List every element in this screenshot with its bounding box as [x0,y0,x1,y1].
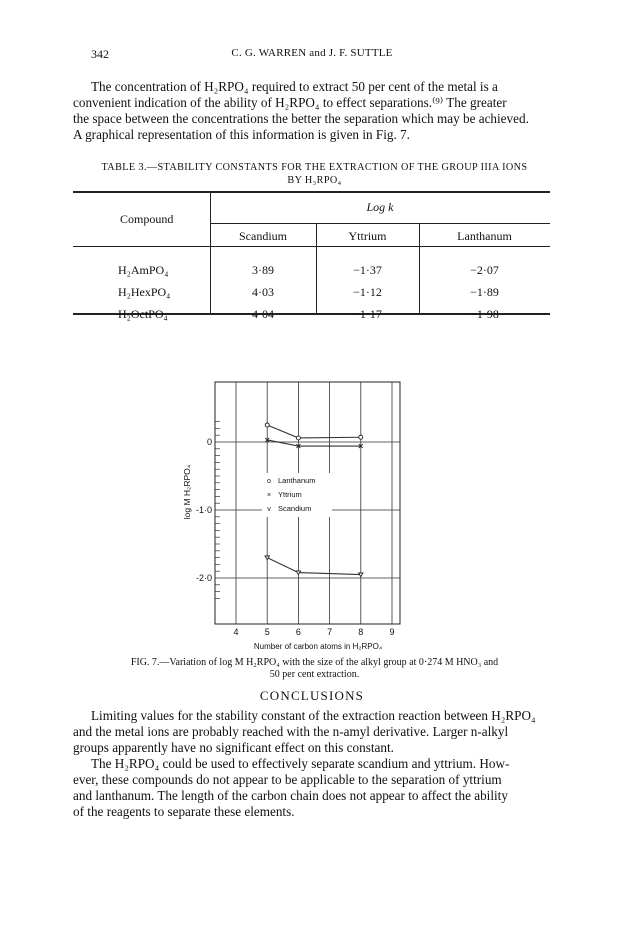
table-compound-cell: H₂OctPO₄ [118,307,168,321]
figure-caption [73,657,556,681]
x-tick-label: 5 [264,627,270,637]
conclusions-line: Limiting values for the stability constant of the extraction reaction between H₂RPO₄ [91,708,536,723]
chart-xlabel: Number of carbon atoms in H₂RPO₄ [253,642,383,651]
x-tick-label: 9 [389,627,395,637]
table-logk-header: Log k [366,200,394,214]
conclusions-paragraph-2 [73,756,556,820]
y-tick-label: -1·0 [195,505,212,515]
data-point-scandium [265,556,269,560]
table-col-header: Yttrium [348,229,387,243]
intro-line: A graphical representation of this information is given in Fig. 7. [73,127,410,142]
series-line-lanthanum [267,425,361,438]
conclusions-paragraph-1 [73,708,556,756]
series-line-scandium [267,558,361,575]
legend-label-scandium: Scandium [278,504,312,513]
table-col-header: Lanthanum [457,229,512,243]
x-tick-label: 8 [358,627,364,637]
table-value-cell: 4·04 [252,307,274,321]
table-value-cell: −1·89 [470,285,499,299]
series-line-yttrium [267,440,361,446]
y-tick-label: 0 [206,437,212,447]
conclusions-line: and lanthanum. The length of the carbon chain does not appear to affect the ability [73,788,508,803]
figure-caption-line: 50 per cent extraction. [269,669,360,680]
table-compound-header: Compound [120,212,174,226]
x-tick-label: 7 [327,627,333,637]
running-head: C. G. WARREN and J. F. SUTTLE [231,47,393,59]
table-title-line: TABLE 3.—STABILITY CONSTANTS FOR THE EXTRACTION OF THE GROUP IIIA IONS [101,162,528,173]
intro-line: the space between the concentrations the better the separation which may be achieved. [73,111,529,126]
table-col-header: Scandium [239,229,287,243]
table-value-cell: −1·17 [353,307,382,321]
legend-symbol: o [267,478,271,485]
x-tick-label: 6 [295,627,301,637]
chart-legend [262,473,332,517]
legend-symbol: × [266,492,272,499]
conclusions-line: groups apparently have no significant effect on this constant. [73,740,394,755]
table-value-cell: −1·98 [470,307,499,321]
table-compound-cell: H₂HexPO₄ [118,285,171,299]
page-number: 342 [91,47,109,61]
chart-ylabel: log M H₂RPO₄ [182,464,192,520]
table-compound-cell: H₂AmPO₄ [118,263,169,277]
table-value-cell: 4·03 [252,285,274,299]
intro-line: convenient indication of the ability of H₂RPO₄ to effect separations.⁽⁹⁾ The greater [73,95,507,110]
data-point-lanthanum [359,435,363,439]
y-tick-label: -2·0 [195,573,212,583]
data-point-lanthanum [296,436,300,440]
table-title-line: BY H₃RPO₄ [287,175,342,186]
x-tick-label: 4 [233,627,239,637]
conclusions-heading: CONCLUSIONS [259,688,365,703]
table-value-cell: −1·12 [353,285,382,299]
conclusions-line: and the metal ions are probably reached with the n-amyl derivative. Larger n-alkyl [73,724,509,739]
conclusions-line: The H₂RPO₄ could be used to effectively separate scandium and yttrium. How- [91,756,510,771]
intro-line: The concentration of H₂RPO₄ required to extract 50 per cent of the metal is a [91,79,498,94]
legend-label-lanthanum: Lanthanum [278,476,316,485]
conclusions-line: ever, these compounds do not appear to be applicable to the separation of yttrium [73,772,502,787]
data-point-scandium [359,573,363,577]
conclusions-line: of the reagents to separate these elements. [73,804,295,819]
figure-caption-line: FIG. 7.—Variation of log M H₂RPO₄ with the size of the alkyl group at 0·274 M HNO₃ and [130,657,499,668]
data-point-scandium [296,571,300,575]
legend-symbol: v [267,506,271,513]
data-point-lanthanum [265,423,269,427]
table-value-cell: −1·37 [353,263,382,277]
table-value-cell: −2·07 [470,263,499,277]
table-value-cell: 3·89 [252,263,274,277]
legend-label-yttrium: Yttrium [278,490,302,499]
